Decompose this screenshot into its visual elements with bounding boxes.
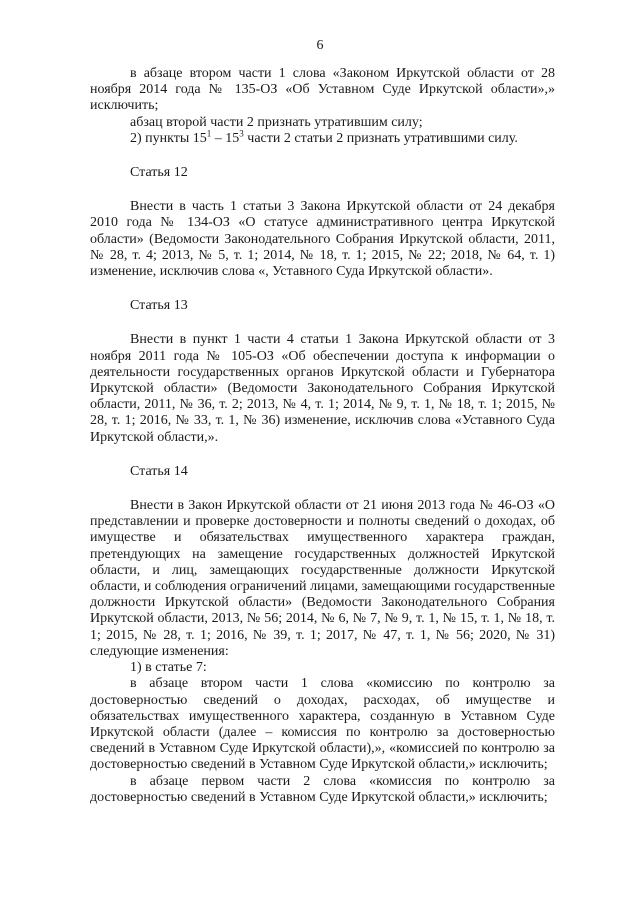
paragraph: Внести в часть 1 статьи 3 Закона Иркутской области от 24 декабря 2010 года № 134-ОЗ «О статусе административного центра Иркутской области» (Ведомости Законодательного Собрания Иркутской области, 2011, № 28, т. 4; 2013, № 5, т. 1; 2014, № 18, т. 1; 2015, № 22; 2018, № 64, т. 1) изменение, исключив слова «, Уставного Суда Иркутской области». bbox=[90, 199, 555, 280]
text-run: 2) пункты 15 bbox=[130, 130, 207, 146]
paragraph: Внести в пункт 1 части 4 статьи 1 Закона Иркутской области от 3 ноября 2011 года № 105-ОЗ «Об обеспечении доступа к информации о деятельности государственных органов Иркутской области и Губернатора Иркутской области» (Ведомости Законодательного Собрания Иркутской области, 2011, № 36, т. 2; 2013, № 4, т. 1; 2014, № 9, т. 1, № 18, т. 1; 2015, № 28, т. 1; 2016, № 33, т. 1, № 36) изменение, исключив слова «Уставного Суда Иркутской области,». bbox=[90, 332, 555, 445]
paragraph-gap bbox=[90, 314, 555, 332]
paragraph: в абзаце втором части 1 слова «Законом Иркутской области от 28 ноября 2014 года № 135-ОЗ «Об Уставном Суде Иркутской области»,» исключить; bbox=[90, 66, 555, 114]
superscript: 3 bbox=[239, 128, 244, 139]
article-heading: Статья 13 bbox=[130, 298, 188, 314]
article-heading: Статья 14 bbox=[130, 463, 188, 479]
page-number: 6 bbox=[316, 38, 324, 53]
paragraph-gap bbox=[90, 480, 555, 498]
paragraph: в абзаце первом части 2 слова «комиссия по контролю за достоверностью сведений в Уставном Суде Иркутской области,» исключить; bbox=[90, 773, 555, 805]
document-body bbox=[90, 66, 555, 806]
paragraph: Внести в Закон Иркутской области от 21 июня 2013 года № 46-ОЗ «О представлении и проверке достоверности и полноты сведений о доходах, об имуществе и обязательствах имущественного характера граждан, претендующих на замещение государственных должностей Иркутской области, и лиц, замещающих государственные должности Иркутской области, и соблюдения ограничений лицами, замещающими государственные должности Иркутской области» (Ведомости Законодательного Собрания Иркутской области, 2013, № 56; 2014, № 6, № 7, № 9, т. 1, № 15, т. 1, № 18, т. 1; 2015, № 28, т. 1; 2016, № 39, т. 1; 2017, № 47, т. 1, № 56; 2020, № 31) следующие изменения: bbox=[90, 498, 555, 659]
paragraph bbox=[90, 128, 555, 147]
paragraph: в абзаце втором части 1 слова «комиссию по контролю за достоверностью сведений о доходах, расходах, об имуществе и обязательствах имущественного характера, созданную в Уставном Суде Иркутской области (далее – комиссия по контролю за достоверностью сведений в Уставном Суде Иркутской области),», «комиссией по контролю за достоверностью сведений в Уставном Суде Иркутской области,» исключить; bbox=[90, 676, 555, 773]
text-run: – 15 bbox=[211, 130, 240, 146]
paragraph: абзац второй части 2 признать утратившим силу; bbox=[130, 114, 423, 130]
paragraph-gap bbox=[90, 147, 555, 165]
text-run: части 2 статьи 2 признать утратившими силу. bbox=[243, 130, 518, 146]
paragraph-gap bbox=[90, 181, 555, 199]
article-heading: Статья 12 bbox=[130, 165, 188, 181]
paragraph: 1) в статье 7: bbox=[130, 660, 207, 676]
paragraph-gap bbox=[90, 280, 555, 298]
paragraph-gap bbox=[90, 446, 555, 464]
superscript: 1 bbox=[206, 128, 212, 139]
